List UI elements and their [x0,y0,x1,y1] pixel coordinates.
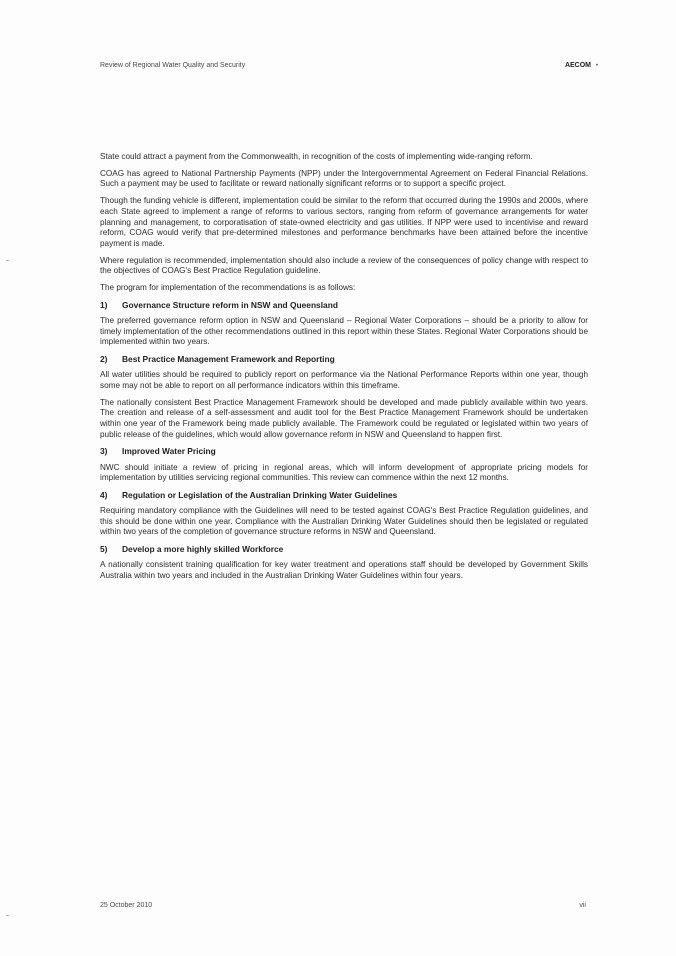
paragraph: The program for implementation of the recommendations is as follows: [100,283,356,293]
section-title: Regulation or Legislation of the Australian Drinking Water Guidelines [122,490,398,501]
section-number: 4) [100,490,108,501]
section-heading [100,490,588,501]
main-content [100,152,588,588]
footer-date: 25 October 2010 [100,902,153,909]
section-5 [100,544,588,581]
section-3 [100,446,588,483]
paragraph: All water utilities should be required to publicly report on performance via the National Performance Reports within one year, though some may not be able to report on all performance indicators within this timeframe. [100,370,588,390]
section-number: 3) [100,446,108,457]
section-heading [100,544,588,555]
paragraph: A nationally consistent training qualification for key water treatment and operations staff should be developed by Government Skills Australia within two years and included in the Australian Drinking Water Guidelines within four years. [100,560,588,580]
section-2 [100,354,588,440]
document-title: Review of Regional Water Quality and Security [100,62,246,69]
paragraph: State could attract a payment from the Commonwealth, in recognition of the costs of implementing wide-ranging reform. [100,152,533,161]
paragraph: The preferred governance reform option in NSW and Queensland – Regional Water Corporations – should be a priority to allow for timely implementation of the other recommendations outlined in this report within these States. Regional Water Corporations should be implemented within two years. [100,316,588,347]
paragraph: Though the funding vehicle is different, implementation could be similar to the reform that occurred during the 1990s and 2000s, where each State agreed to implement a range of reforms to various sectors, ranging from reform of governance arrangements for water planning and management, to corporatisation of state-owned electricity and gas utilities. If NPP were used to incentivise and reward reform, COAG would verify that pre-determined milestones and performance benchmarks have been attained before the incentive payment is made. [100,196,588,248]
section-heading [100,300,588,311]
scan-speck [6,915,9,916]
scan-speck [6,260,9,261]
company-name: AECOM [564,62,591,69]
section-1 [100,300,588,348]
paragraph: The nationally consistent Best Practice Management Framework should be developed and made publicly available within two years. The creation and release of a self-assessment and audit tool for the Best Practice Management Framework should be undertaken within one year of the Framework being made publicly available. The Framework could be regulated or legislated within two years of public release of the guidelines, which would allow governance reform in NSW and Queensland to happen first. [100,397,588,439]
section-title: Best Practice Management Framework and Reporting [122,354,335,365]
section-number: 5) [100,544,108,555]
page-header [100,62,598,74]
section-title: Develop a more highly skilled Workforce [122,544,284,555]
section-4 [100,490,588,538]
section-title: Governance Structure reform in NSW and Queensland [122,300,338,311]
section-number: 1) [100,300,108,311]
section-title: Improved Water Pricing [122,446,216,457]
section-heading [100,354,588,365]
paragraph: NWC should initiate a review of pricing in regional areas, which will inform development of appropriate pricing models for implementation by utilities servicing regional communities. This review can commence within the next 12 months. [100,462,588,483]
page-number: vii [579,902,586,909]
section-number: 2) [100,354,108,365]
paragraph: Where regulation is recommended, implementation should also include a review of the consequences of policy change with respect to the objectives of COAG's Best Practice Regulation guideline. [100,255,588,276]
paragraph: COAG has agreed to National Partnership Payments (NPP) under the Intergovernmental Agreement on Federal Financial Relations. Such a payment may be used to facilitate or reward nationally significant reforms or to support a specific project. [100,168,588,189]
section-heading [100,446,588,457]
paragraph: Requiring mandatory compliance with the Guidelines will need to be tested against COAG's Best Practice Regulation guidelines, and this should be done within one year. Compliance with the Australian Drinking Water Guidelines should then be legislated or regulated within two years of the completion of governance structure reforms in NSW and Queensland. [100,506,588,537]
header-mark: • [595,63,598,69]
